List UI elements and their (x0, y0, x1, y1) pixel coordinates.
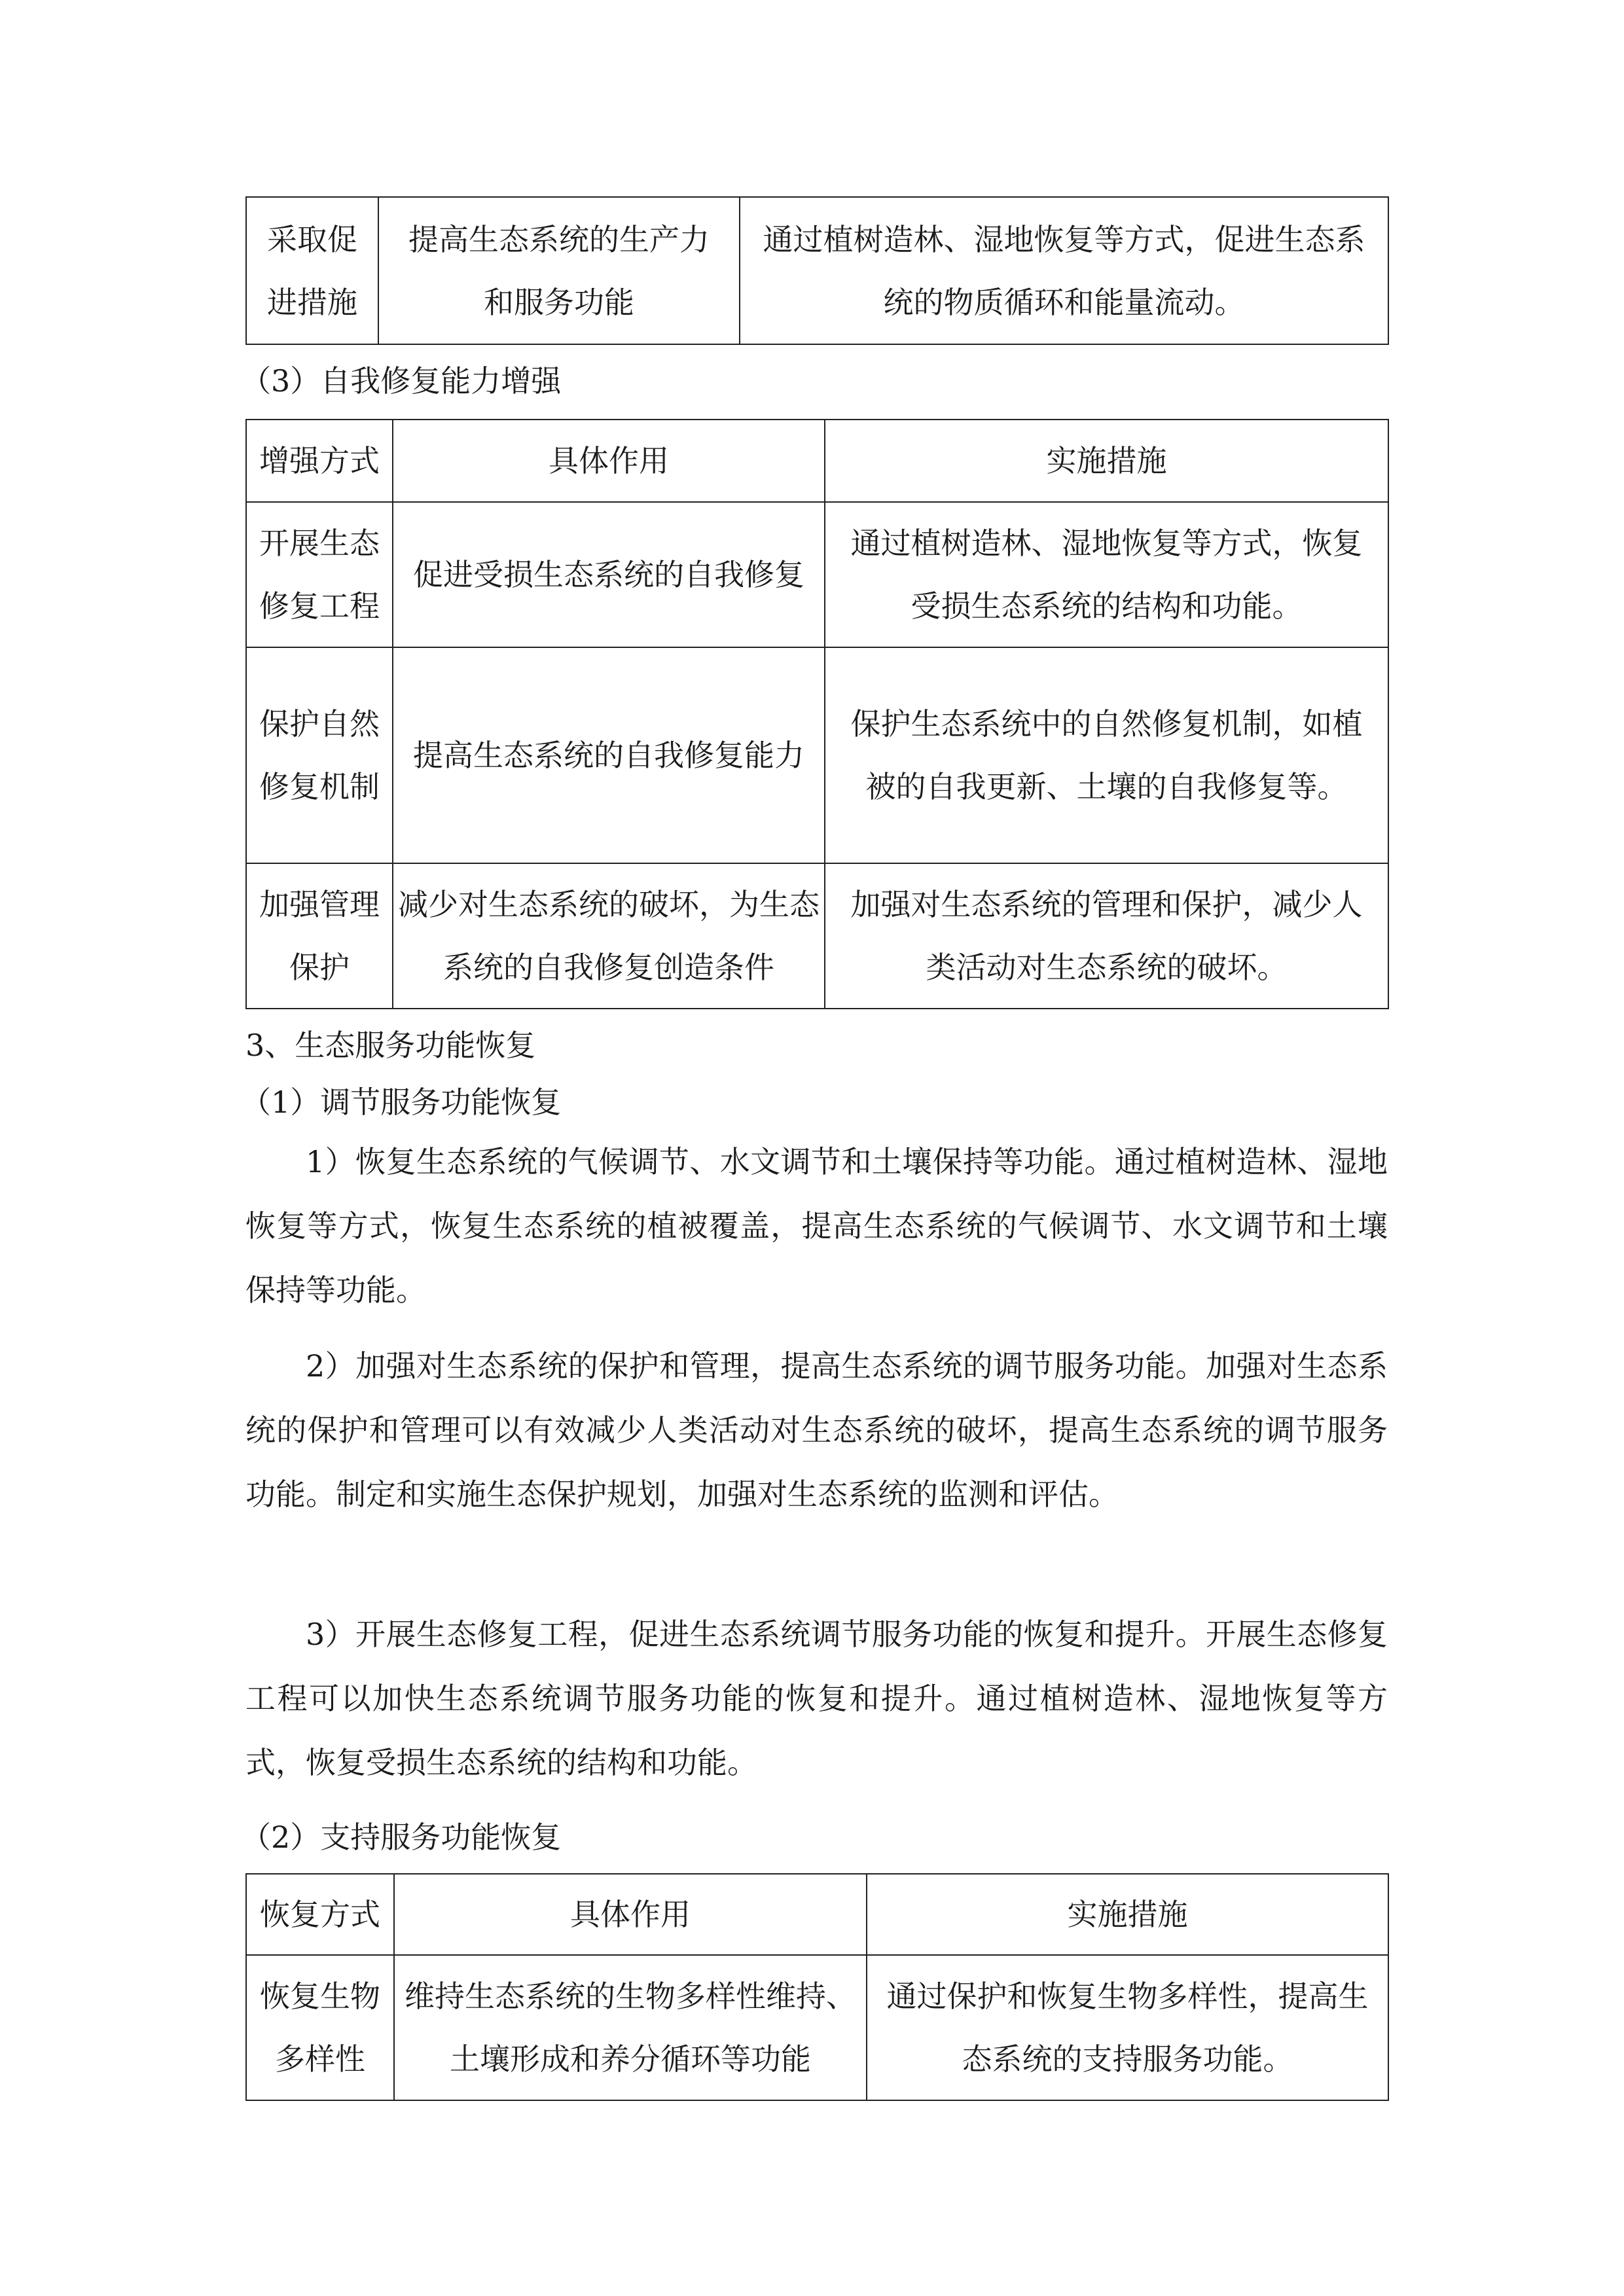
measures-cell: 通过植树造林、湿地恢复等方式，促进生态系统的物质循环和能量流动。 (740, 197, 1388, 344)
effect-cell: 减少对生态系统的破坏，为生态系统的自我修复创造条件 (393, 863, 825, 1009)
table-header-row (246, 1874, 1388, 1955)
effect-cell: 提高生态系统的生产力和服务功能 (378, 197, 740, 344)
method-cell: 保护自然修复机制 (246, 647, 393, 863)
section-heading: （3）自我修复能力增强 (241, 363, 562, 399)
header-cell: 增强方式 (246, 420, 393, 502)
table-header-row (246, 420, 1388, 502)
measures-cell: 保护生态系统中的自然修复机制，如植被的自我更新、土壤的自我修复等。 (825, 647, 1388, 863)
header-cell: 恢复方式 (246, 1874, 394, 1955)
measures-cell: 加强对生态系统的管理和保护，减少人类活动对生态系统的破坏。 (825, 863, 1388, 1009)
paragraph: 3）开展生态修复工程，促进生态系统调节服务功能的恢复和提升。开展生态修复工程可以加快生态系统调节服务功能的恢复和提升。通过植树造林、湿地恢复等方式，恢复受损生态系统的结构和功能。 (245, 1617, 1388, 1780)
effect-cell: 提高生态系统的自我修复能力 (393, 647, 825, 863)
method-cell: 开展生态修复工程 (246, 502, 393, 647)
method-cell: 恢复生物多样性 (246, 1955, 394, 2100)
table-row (246, 863, 1388, 1009)
section-heading: 3、生态服务功能恢复 (245, 1028, 536, 1063)
method-cell: 加强管理保护 (246, 863, 393, 1009)
table-row (246, 1955, 1388, 2100)
paragraph: 1）恢复生态系统的气候调节、水文调节和土壤保持等功能。通过植树造林、湿地恢复等方式，恢复生态系统的植被覆盖，提高生态系统的气候调节、水文调节和土壤保持等功能。 (245, 1144, 1388, 1308)
effect-cell: 维持生态系统的生物多样性维持、土壤形成和养分循环等功能 (394, 1955, 867, 2100)
promotion-measures-table (245, 196, 1389, 345)
measures-cell: 通过保护和恢复生物多样性，提高生态系统的支持服务功能。 (867, 1955, 1388, 2100)
support-services-table (245, 1873, 1389, 2101)
header-cell: 实施措施 (867, 1874, 1388, 1955)
paragraph: 2）加强对生态系统的保护和管理，提高生态系统的调节服务功能。加强对生态系统的保护和管理可以有效减少人类活动对生态系统的破坏，提高生态系统的调节服务功能。制定和实施生态保护规划，加强对生态系统的监测和评估。 (245, 1348, 1388, 1512)
subsection-heading: （2）支持服务功能恢复 (241, 1820, 562, 1855)
header-cell: 具体作用 (394, 1874, 867, 1955)
table-row (246, 197, 1388, 344)
effect-cell: 促进受损生态系统的自我修复 (393, 502, 825, 647)
measures-cell: 通过植树造林、湿地恢复等方式，恢复受损生态系统的结构和功能。 (825, 502, 1388, 647)
header-cell: 具体作用 (393, 420, 825, 502)
header-cell: 实施措施 (825, 420, 1388, 502)
method-cell: 采取促进措施 (246, 197, 378, 344)
table-row (246, 502, 1388, 647)
subsection-heading: （1）调节服务功能恢复 (241, 1085, 562, 1120)
table-row (246, 647, 1388, 863)
self-repair-table (245, 419, 1389, 1009)
